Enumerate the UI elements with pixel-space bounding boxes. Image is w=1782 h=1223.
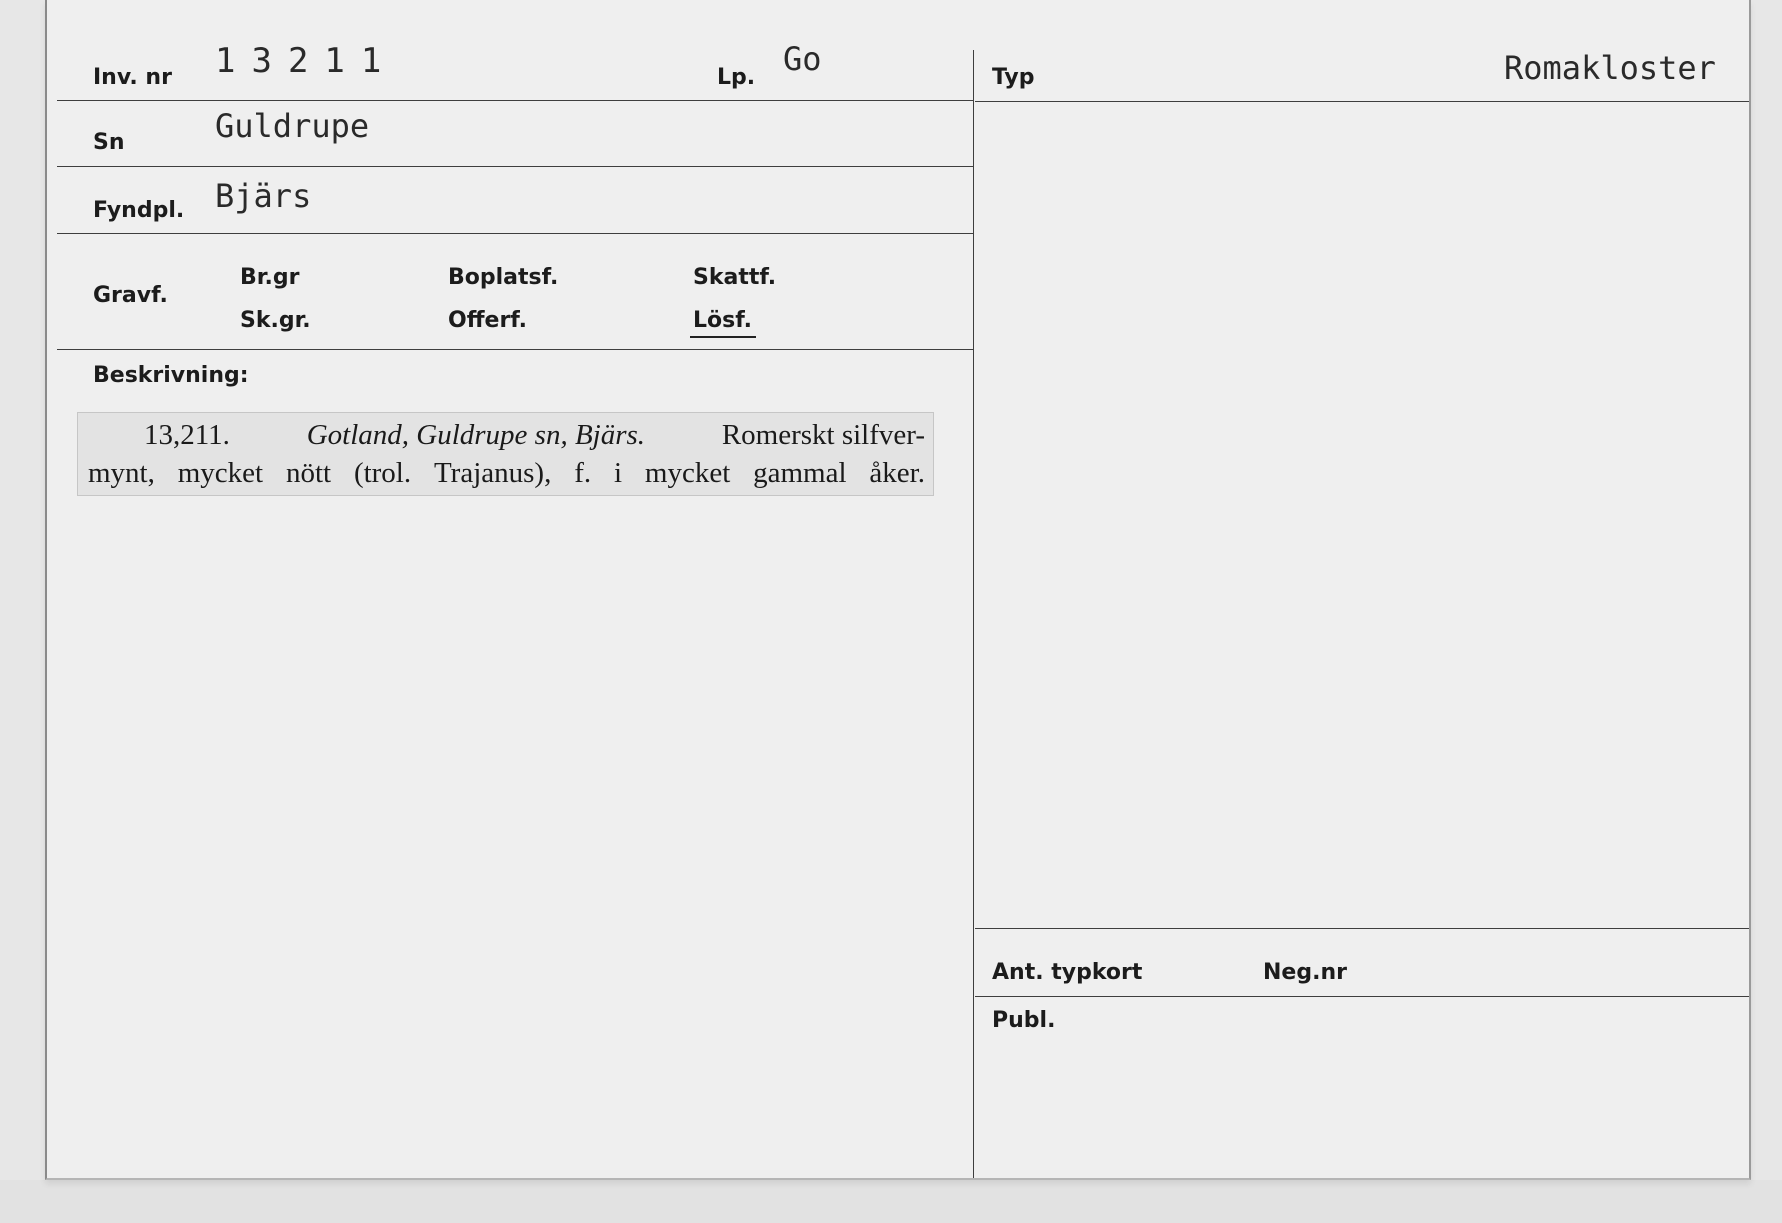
losf-check-underline	[690, 336, 756, 338]
description-line-2	[88, 459, 925, 488]
sk-gr-label: Sk.gr.	[240, 308, 311, 333]
rule-publ	[975, 996, 1749, 997]
description-word: mycket	[644, 457, 731, 489]
column-divider	[973, 50, 974, 1178]
description-word: gammal	[753, 457, 847, 489]
skattf-label: Skattf.	[693, 265, 777, 290]
catalog-card	[45, 0, 1751, 1180]
gravf-label: Gravf.	[93, 283, 168, 308]
typ-label: Typ	[992, 65, 1035, 90]
lp-label: Lp.	[717, 65, 756, 90]
ant-typkort-label: Ant. typkort	[992, 960, 1143, 985]
description-word: Trajanus),	[433, 457, 552, 489]
inv-nr-value: 13211	[215, 41, 398, 81]
description-word: mynt,	[88, 457, 155, 489]
typ-value: Romakloster	[1504, 49, 1716, 87]
description-clipping	[77, 412, 934, 496]
inv-nr-label: Inv. nr	[93, 65, 172, 90]
description-word: (trol.	[353, 457, 412, 489]
description-line1-rest: Romerskt silfver-	[721, 419, 925, 451]
fyndpl-value: Bjärs	[215, 177, 312, 215]
lp-value: Go	[783, 40, 822, 78]
scan-background	[0, 1180, 1782, 1223]
rule-fyndpl	[57, 233, 973, 234]
description-word: åker.	[869, 457, 925, 489]
rule-gravf	[57, 349, 973, 350]
description-line-1	[88, 421, 925, 450]
sn-label: Sn	[93, 130, 125, 155]
description-word: mycket	[177, 457, 264, 489]
rule-inv	[57, 100, 973, 101]
description-number: 13,211.	[144, 419, 230, 451]
description-word: i	[613, 457, 623, 489]
description-location: Gotland, Guldrupe sn, Bjärs.	[306, 419, 646, 451]
description-word: f.	[574, 457, 592, 489]
beskrivning-label: Beskrivning:	[93, 363, 249, 388]
br-gr-label: Br.gr	[240, 265, 300, 290]
rule-typ	[975, 101, 1749, 102]
publ-label: Publ.	[992, 1008, 1056, 1033]
description-word: nött	[285, 457, 332, 489]
offerf-label: Offerf.	[448, 308, 528, 333]
fyndpl-label: Fyndpl.	[93, 198, 185, 223]
boplatsf-label: Boplatsf.	[448, 265, 559, 290]
neg-nr-label: Neg.nr	[1263, 960, 1347, 985]
losf-label: Lösf.	[693, 308, 752, 333]
rule-sn	[57, 166, 973, 167]
rule-ant	[975, 928, 1749, 929]
sn-value: Guldrupe	[215, 107, 370, 145]
